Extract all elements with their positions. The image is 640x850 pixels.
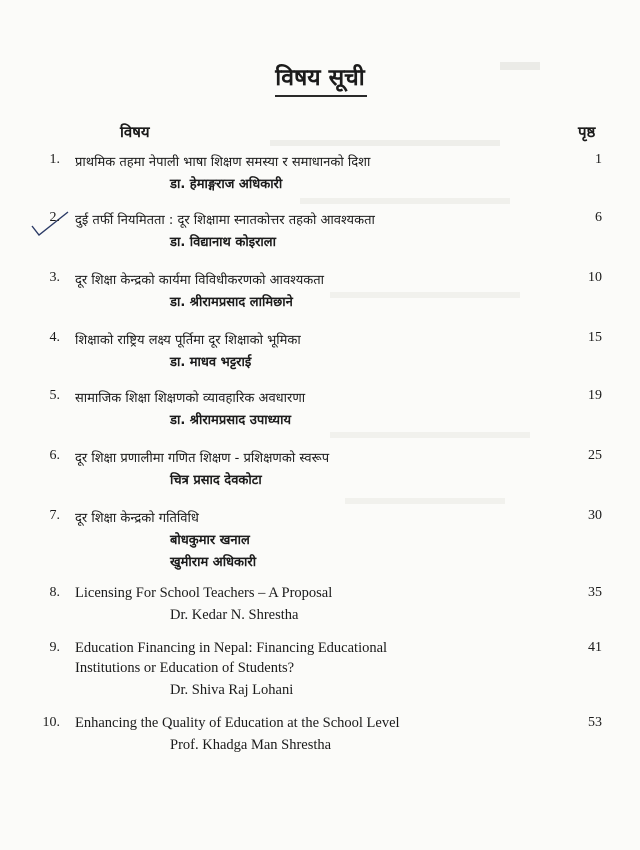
entry-number: 8. [49, 585, 60, 600]
entry-page-number: 30 [588, 508, 602, 523]
title-underline [275, 95, 367, 97]
entry-page-number: 53 [588, 715, 602, 730]
entry-title: सामाजिक शिक्षा शिक्षणको व्यावहारिक अवधारणा [75, 391, 306, 406]
entry-number: 5. [49, 388, 60, 403]
entry-page-number: 1 [595, 152, 602, 167]
entry-author: डा. माधव भट्टराई [170, 355, 252, 370]
page-title: विषय सूची [275, 65, 365, 91]
entry-page-number: 41 [588, 640, 602, 655]
entry-number: 1. [49, 152, 60, 167]
entry-number: 10. [42, 715, 60, 730]
entry-title: Education Financing in Nepal: Financing Educational [75, 640, 388, 656]
entry-page-number: 10 [588, 270, 602, 285]
entry-author: चित्र प्रसाद देवकोटा [170, 473, 262, 488]
entry-page-number: 19 [588, 388, 602, 403]
entry-number: 2. [49, 210, 60, 225]
entry-page-number: 35 [588, 585, 602, 600]
entry-title: दुई तर्फी नियमितता : दूर शिक्षामा स्नातकोत्तर तहको आवश्यकता [75, 213, 375, 228]
entry-number: 9. [49, 640, 60, 655]
subject-column-header: विषय [120, 123, 150, 141]
page-column-header: पृष्ठ [578, 123, 596, 141]
entry-title: शिक्षाको राष्ट्रिय लक्ष्य पूर्तिमा दूर शिक्षाको भूमिका [75, 333, 301, 348]
entry-number: 3. [49, 270, 60, 285]
entry-author: खुमीराम अधिकारी [170, 555, 257, 570]
entry-author: Dr. Shiva Raj Lohani [170, 682, 294, 698]
entry-author: डा. विद्यानाथ कोइराला [170, 235, 276, 250]
entry-author: डा. हेमाङ्गराज अधिकारी [170, 177, 283, 192]
entry-title: प्राथमिक तहमा नेपाली भाषा शिक्षण समस्या र समाधानको दिशा [75, 155, 371, 170]
entry-number: 7. [49, 508, 60, 523]
entry-title: दूर शिक्षा केन्द्रको गतिविधि [75, 511, 199, 526]
entry-page-number: 25 [588, 448, 602, 463]
entry-page-number: 15 [588, 330, 602, 345]
entry-author: डा. श्रीरामप्रसाद लामिछाने [170, 295, 293, 310]
entry-title: दूर शिक्षा केन्द्रको कार्यमा विविधीकरणको आवश्यकता [75, 273, 325, 288]
entry-number: 4. [49, 330, 60, 345]
entry-title: दूर शिक्षा प्रणालीमा गणित शिक्षण - प्रशिक्षणको स्वरूप [75, 451, 330, 466]
entry-number: 6. [49, 448, 60, 463]
entry-title: Enhancing the Quality of Education at the School Level [75, 715, 400, 731]
entry-author: Prof. Khadga Man Shrestha [170, 737, 332, 753]
entry-author: Dr. Kedar N. Shrestha [170, 607, 299, 623]
entry-title: Institutions or Education of Students? [75, 660, 295, 676]
entry-author: डा. श्रीरामप्रसाद उपाध्याय [170, 413, 292, 428]
entry-page-number: 6 [595, 210, 602, 225]
entry-author: बोधकुमार खनाल [170, 533, 250, 548]
entry-title: Licensing For School Teachers – A Proposal [75, 585, 333, 601]
